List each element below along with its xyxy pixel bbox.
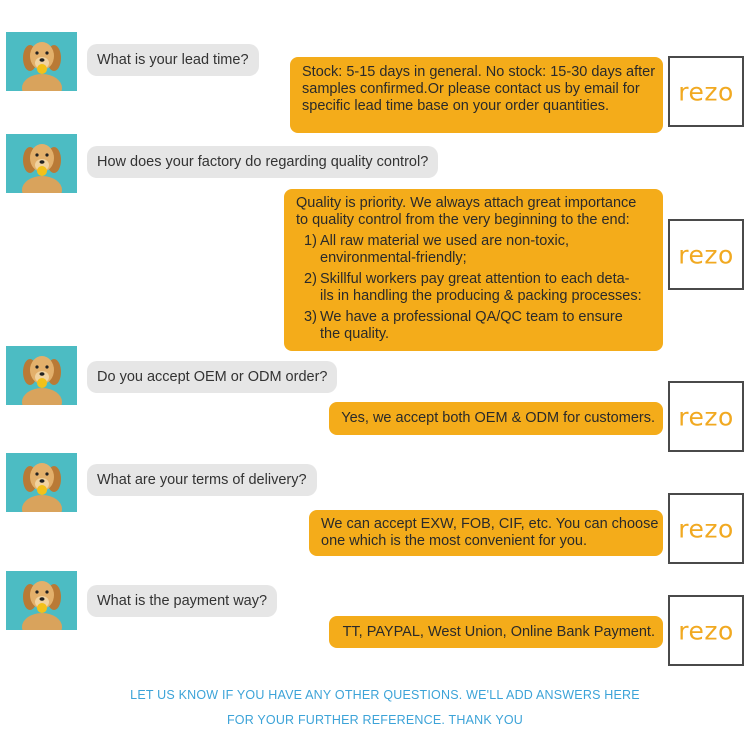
question-bubble: What is the payment way? [87,585,277,617]
answer-bubble [329,616,663,648]
question-bubble: How does your factory do regarding quality control? [87,146,438,178]
customer-avatar [6,134,77,193]
list-number: 2) [304,271,317,287]
answer-list-item [296,309,655,343]
list-number: 3) [304,309,317,325]
dog-icon [6,134,77,193]
answer-bubble [329,402,663,435]
logo-text: rezo [678,240,734,269]
answer-line: to quality control from the very beginning to the end: [296,212,630,228]
answer-bubble [290,57,663,133]
brand-logo [668,56,744,127]
answer-line: TT, PAYPAL, West Union, Online Bank Payment. [342,624,655,640]
customer-avatar [6,571,77,630]
answer-line: one which is the most convenient for you. [321,533,587,549]
answer-line: We can accept EXW, FOB, CIF, etc. You can choose [321,516,659,532]
question-bubble: Do you accept OEM or ODM order? [87,361,337,393]
dog-icon [6,32,77,91]
dog-icon [6,453,77,512]
question-bubble: What is your lead time? [87,44,259,76]
question-bubble: What are your terms of delivery? [87,464,317,496]
footer-line-2: FOR YOUR FURTHER REFERENCE. THANK YOU [226,713,524,727]
list-text: All raw material we used are non-toxic, environmental-friendly; [320,233,570,266]
list-number: 1) [304,233,317,249]
customer-avatar [6,32,77,91]
brand-logo [668,381,744,452]
logo-text: rezo [678,514,734,543]
dog-icon [6,571,77,630]
dog-icon [6,346,77,405]
answer-line: Yes, we accept both OEM & ODM for customers. [341,410,655,426]
answer-bubble [309,510,663,556]
answer-bubble [284,189,663,351]
footer-line-1: LET US KNOW IF YOU HAVE ANY OTHER QUESTIONS. WE'LL ADD ANSWERS HERE [130,688,640,702]
answer-list-item [296,271,655,305]
answer-line: specific lead time base on your order quantities. [302,98,610,114]
brand-logo [668,219,744,290]
answer-line: samples confirmed.Or please contact us by email for [302,81,640,97]
answer-line: Stock: 5-15 days in general. No stock: 15-30 days after [302,64,656,80]
list-text: Skillful workers pay great attention to each deta- ils in handling the producing & packing processes: [320,271,642,304]
brand-logo [668,595,744,666]
logo-text: rezo [678,77,734,106]
customer-avatar [6,346,77,405]
list-text: We have a professional QA/QC team to ensure the quality. [320,309,623,342]
customer-avatar [6,453,77,512]
answer-list-item [296,233,655,267]
answer-line: Quality is priority. We always attach great importance [296,195,637,211]
logo-text: rezo [678,616,734,645]
brand-logo [668,493,744,564]
logo-text: rezo [678,402,734,431]
